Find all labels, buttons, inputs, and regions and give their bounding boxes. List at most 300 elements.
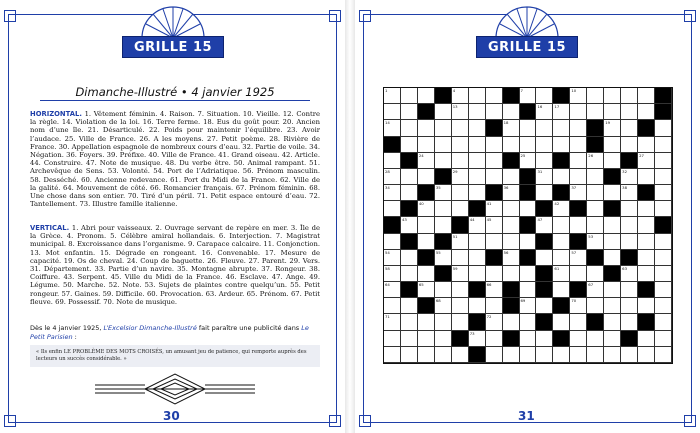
black-square	[435, 234, 452, 250]
grid-cell	[401, 266, 418, 282]
cell-number: 17	[554, 104, 560, 110]
cell-number: 25	[520, 152, 526, 158]
black-square	[520, 185, 537, 201]
grid-cell	[469, 331, 486, 347]
history-note	[30, 324, 320, 342]
grid-cell	[435, 153, 452, 169]
frame-corner	[4, 415, 16, 427]
grid-cell	[452, 137, 469, 153]
grid-cell	[418, 169, 435, 185]
grid-cell	[418, 120, 435, 136]
grid-cell	[435, 331, 452, 347]
cell-number: 47	[537, 217, 543, 223]
cell-number: 10	[571, 88, 577, 93]
note-suffix: :	[72, 333, 77, 341]
cell-number: 73	[469, 330, 475, 336]
grid-cell	[401, 169, 418, 185]
grid-cell	[520, 153, 537, 169]
grid-cell	[384, 169, 401, 185]
grid-cell	[469, 217, 486, 233]
grid-cell	[503, 169, 520, 185]
grid-cell	[570, 217, 587, 233]
black-square	[604, 266, 621, 282]
grid-cell	[384, 104, 401, 120]
grid-cell	[604, 331, 621, 347]
black-square	[604, 169, 621, 185]
cell-number: 1	[385, 88, 388, 93]
grid-cell	[621, 314, 638, 330]
art-deco-fan-icon	[140, 4, 206, 40]
grid-cell	[587, 185, 604, 201]
black-square	[587, 120, 604, 136]
black-square	[587, 137, 604, 153]
grid-cell	[418, 153, 435, 169]
grid-cell	[570, 298, 587, 314]
grid-cell	[469, 88, 486, 104]
grid-cell	[469, 266, 486, 282]
grid-cell	[553, 250, 570, 266]
grid-cell	[520, 347, 537, 363]
grid-cell	[655, 153, 672, 169]
cell-number: 16	[537, 104, 543, 110]
cell-number: 59	[452, 265, 458, 271]
grid-cell	[486, 217, 503, 233]
black-square	[452, 331, 469, 347]
grid-cell	[401, 137, 418, 153]
grid-cell	[520, 137, 537, 153]
grid-cell	[570, 120, 587, 136]
grid-cell	[435, 120, 452, 136]
grid-cell	[553, 347, 570, 363]
grid-cell	[638, 137, 655, 153]
grid-cell	[621, 185, 638, 201]
grid-cell	[452, 298, 469, 314]
grid-cell	[570, 347, 587, 363]
cell-number: 14	[385, 120, 390, 126]
grid-cell	[486, 298, 503, 314]
grid-cell	[587, 169, 604, 185]
black-square	[536, 314, 553, 330]
cell-number: 70	[571, 298, 577, 304]
grid-cell	[435, 282, 452, 298]
cell-number: 66	[486, 282, 492, 288]
grid-cell	[655, 331, 672, 347]
grid-cell	[452, 282, 469, 298]
black-square	[655, 88, 672, 104]
black-square	[401, 234, 418, 250]
grid-cell	[536, 217, 553, 233]
grid-cell	[621, 266, 638, 282]
black-square	[486, 120, 503, 136]
horizontal-clues	[30, 110, 320, 208]
grid-cell	[503, 185, 520, 201]
grid-cell	[503, 137, 520, 153]
grid-cell	[536, 298, 553, 314]
black-square	[621, 153, 638, 169]
grid-title-banner: GRILLE 15	[476, 36, 578, 58]
cell-number: 7	[520, 88, 523, 93]
grid-cell	[621, 88, 638, 104]
black-square	[418, 185, 435, 201]
cell-number: 4	[452, 88, 456, 93]
grid-cell	[587, 298, 604, 314]
black-square	[503, 298, 520, 314]
grid-cell	[536, 169, 553, 185]
grid-cell	[520, 266, 537, 282]
grid-cell	[570, 153, 587, 169]
black-square	[469, 201, 486, 217]
black-square	[638, 314, 655, 330]
black-square	[553, 331, 570, 347]
grid-cell	[418, 137, 435, 153]
grid-cell	[452, 314, 469, 330]
black-square	[435, 88, 452, 104]
grid-cell	[384, 185, 401, 201]
black-square	[553, 88, 570, 104]
grid-cell	[638, 250, 655, 266]
grid-cell	[587, 234, 604, 250]
grid-cell	[384, 153, 401, 169]
black-square	[503, 153, 520, 169]
grid-cell	[503, 201, 520, 217]
frame-corner	[684, 10, 696, 22]
grid-cell	[604, 217, 621, 233]
grid-cell	[401, 217, 418, 233]
cell-number: 31	[537, 168, 543, 174]
grid-cell	[452, 266, 469, 282]
grid-cell	[452, 120, 469, 136]
grid-cell	[655, 234, 672, 250]
grid-cell	[553, 201, 570, 217]
grid-cell	[520, 120, 537, 136]
grid-cell	[638, 298, 655, 314]
grid-cell	[435, 217, 452, 233]
black-square	[503, 282, 520, 298]
art-deco-ornament-icon	[95, 372, 255, 406]
grid-cell	[452, 88, 469, 104]
cell-number: 53	[588, 233, 594, 239]
grid-cell	[570, 250, 587, 266]
grid-cell	[418, 314, 435, 330]
cell-number: 41	[486, 201, 492, 207]
grid-cell	[384, 201, 401, 217]
crossword-grid	[383, 87, 673, 364]
cell-number: 57	[571, 249, 577, 255]
grid-cell	[621, 104, 638, 120]
grid-cell	[384, 120, 401, 136]
grid-cell	[503, 250, 520, 266]
grid-cell	[469, 169, 486, 185]
black-square	[452, 217, 469, 233]
grid-cell	[486, 169, 503, 185]
grid-cell	[638, 234, 655, 250]
grid-cell	[503, 217, 520, 233]
black-square	[469, 347, 486, 363]
cell-number: 55	[435, 249, 441, 255]
grid-cell	[655, 347, 672, 363]
page-number: 31	[518, 409, 535, 423]
grid-cell	[604, 104, 621, 120]
grid-cell	[401, 185, 418, 201]
frame-corner	[329, 10, 341, 22]
grid-cell	[520, 314, 537, 330]
cell-number: 58	[385, 265, 390, 271]
grid-cell	[486, 347, 503, 363]
grid-cell	[587, 282, 604, 298]
grid-cell	[570, 88, 587, 104]
black-square	[553, 185, 570, 201]
black-square	[536, 266, 553, 282]
grid-cell	[621, 347, 638, 363]
grid-cell	[587, 347, 604, 363]
grid-cell	[401, 250, 418, 266]
frame-corner	[359, 10, 371, 22]
grid-cell	[486, 104, 503, 120]
grid-cell	[570, 185, 587, 201]
page-subtitle: Dimanche-Illustré • 4 janvier 1925	[40, 85, 310, 101]
black-square	[587, 314, 604, 330]
grid-cell	[503, 120, 520, 136]
black-square	[435, 169, 452, 185]
grid-cell	[435, 298, 452, 314]
grid-cell	[435, 314, 452, 330]
cell-number: 19	[605, 120, 611, 126]
grid-cell	[452, 347, 469, 363]
black-square	[401, 153, 418, 169]
grid-cell	[553, 217, 570, 233]
grid-cell	[570, 331, 587, 347]
grid-cell	[604, 298, 621, 314]
cell-number: 44	[469, 217, 475, 223]
grid-cell	[486, 331, 503, 347]
grid-cell	[401, 331, 418, 347]
black-square	[570, 282, 587, 298]
grid-cell	[520, 234, 537, 250]
black-square	[520, 250, 537, 266]
grid-cell	[587, 217, 604, 233]
grid-cell	[655, 314, 672, 330]
black-square	[570, 234, 587, 250]
grid-cell	[638, 153, 655, 169]
grid-cell	[418, 266, 435, 282]
grid-cell	[655, 185, 672, 201]
cell-number: 42	[554, 201, 560, 207]
black-square	[553, 298, 570, 314]
art-deco-fan-icon	[494, 4, 560, 40]
cell-number: 13	[452, 104, 458, 110]
black-square	[503, 331, 520, 347]
horizontal-heading: HORIZONTAL.	[30, 110, 82, 118]
grid-cell	[536, 347, 553, 363]
cell-number: 35	[435, 185, 441, 191]
black-square	[469, 314, 486, 330]
black-square	[638, 185, 655, 201]
grid-cell	[486, 137, 503, 153]
grid-cell	[452, 201, 469, 217]
grid-title-banner: GRILLE 15	[122, 36, 224, 58]
grid-cell	[621, 137, 638, 153]
grid-cell	[536, 250, 553, 266]
black-square	[570, 201, 587, 217]
grid-cell	[418, 331, 435, 347]
grid-cell	[604, 88, 621, 104]
cell-number: 68	[435, 298, 441, 304]
grid-cell	[553, 266, 570, 282]
grid-cell	[435, 137, 452, 153]
left-page	[0, 0, 345, 433]
cell-number: 45	[486, 217, 492, 223]
grid-cell	[604, 153, 621, 169]
grid-cell	[486, 282, 503, 298]
grid-cell	[655, 137, 672, 153]
grid-cell	[587, 88, 604, 104]
grid-cell	[418, 347, 435, 363]
grid-cell	[486, 88, 503, 104]
cell-number: 40	[418, 201, 424, 207]
grid-cell	[401, 298, 418, 314]
grid-cell	[621, 169, 638, 185]
grid-cell	[435, 104, 452, 120]
grid-cell	[587, 153, 604, 169]
grid-cell	[503, 104, 520, 120]
grid-cell	[638, 88, 655, 104]
grid-cell	[536, 137, 553, 153]
cell-number: 71	[385, 314, 390, 320]
black-square	[638, 120, 655, 136]
black-square	[536, 201, 553, 217]
grid-cell	[384, 347, 401, 363]
grid-cell	[604, 250, 621, 266]
grid-cell	[486, 314, 503, 330]
grid-cell	[570, 137, 587, 153]
grid-cell	[401, 347, 418, 363]
black-square	[486, 185, 503, 201]
grid-cell	[384, 314, 401, 330]
cell-number: 28	[385, 168, 390, 174]
grid-cell	[452, 234, 469, 250]
grid-cell	[655, 250, 672, 266]
cell-number: 61	[554, 265, 560, 271]
grid-cell	[503, 347, 520, 363]
grid-cell	[621, 282, 638, 298]
black-square	[401, 201, 418, 217]
grid-cell	[384, 234, 401, 250]
grid-cell	[553, 314, 570, 330]
grid-cell	[452, 185, 469, 201]
grid-cell	[655, 120, 672, 136]
grid-cell	[621, 234, 638, 250]
grid-cell	[638, 217, 655, 233]
grid-cell	[655, 298, 672, 314]
grid-cell	[655, 282, 672, 298]
frame-corner	[329, 415, 341, 427]
grid-cell	[638, 201, 655, 217]
black-square	[638, 282, 655, 298]
grid-cell	[452, 104, 469, 120]
grid-cell	[469, 250, 486, 266]
black-square	[536, 234, 553, 250]
grid-cell	[587, 104, 604, 120]
cell-number: 36	[503, 185, 509, 191]
grid-cell	[536, 88, 553, 104]
cell-number: 37	[571, 185, 577, 191]
grid-cell	[401, 314, 418, 330]
grid-cell	[553, 234, 570, 250]
frame-corner	[684, 415, 696, 427]
grid-cell	[469, 234, 486, 250]
grid-cell	[520, 88, 537, 104]
cell-number: 69	[520, 298, 526, 304]
black-square	[384, 217, 401, 233]
note-newspaper: Le Petit Parisien	[30, 324, 309, 341]
grid-cell	[655, 201, 672, 217]
grid-cell	[435, 347, 452, 363]
grid-cell	[384, 250, 401, 266]
note-prefix: Dès le 4 janvier 1925,	[30, 324, 104, 332]
quote-box: « Ils enfin LE PROBLÈME DES MOTS CROISÉS, un amusant jeu de patience, qui remporte auprès des lecteurs un succès considérable. »	[30, 345, 320, 367]
grid-cell	[570, 266, 587, 282]
black-square	[621, 331, 638, 347]
black-square	[418, 250, 435, 266]
grid-cell	[604, 347, 621, 363]
grid-cell	[384, 282, 401, 298]
grid-cell	[655, 266, 672, 282]
vertical-clues	[30, 224, 320, 306]
grid-cell	[520, 298, 537, 314]
grid-cell	[604, 137, 621, 153]
grid-cell	[604, 120, 621, 136]
grid-cell	[621, 217, 638, 233]
grid-cell	[486, 266, 503, 282]
cell-number: 54	[385, 249, 390, 255]
grid-cell	[604, 282, 621, 298]
grid-cell	[536, 153, 553, 169]
grid-cell	[536, 185, 553, 201]
grid-cell	[486, 234, 503, 250]
grid-cell	[520, 331, 537, 347]
black-square	[553, 153, 570, 169]
grid-cell	[536, 120, 553, 136]
cell-number: 67	[588, 282, 594, 288]
grid-cell	[604, 234, 621, 250]
grid-cell	[570, 314, 587, 330]
grid-cell	[469, 120, 486, 136]
black-square	[435, 266, 452, 282]
grid-cell	[570, 169, 587, 185]
grid-cell	[452, 169, 469, 185]
grid-cell	[587, 201, 604, 217]
grid-cell	[604, 314, 621, 330]
black-square	[520, 104, 537, 120]
black-square	[401, 282, 418, 298]
grid-cell	[418, 201, 435, 217]
black-square	[520, 217, 537, 233]
grid-cell	[638, 347, 655, 363]
grid-cell	[638, 331, 655, 347]
grid-cell	[621, 120, 638, 136]
grid-cell	[536, 104, 553, 120]
grid-cell	[418, 88, 435, 104]
grid-cell	[638, 169, 655, 185]
vertical-heading: VERTICAL.	[30, 224, 70, 232]
grid-cell	[520, 201, 537, 217]
grid-cell	[553, 120, 570, 136]
cell-number: 32	[622, 168, 628, 174]
black-square	[604, 201, 621, 217]
grid-cell	[553, 104, 570, 120]
book-gutter	[345, 0, 355, 433]
black-square	[469, 282, 486, 298]
